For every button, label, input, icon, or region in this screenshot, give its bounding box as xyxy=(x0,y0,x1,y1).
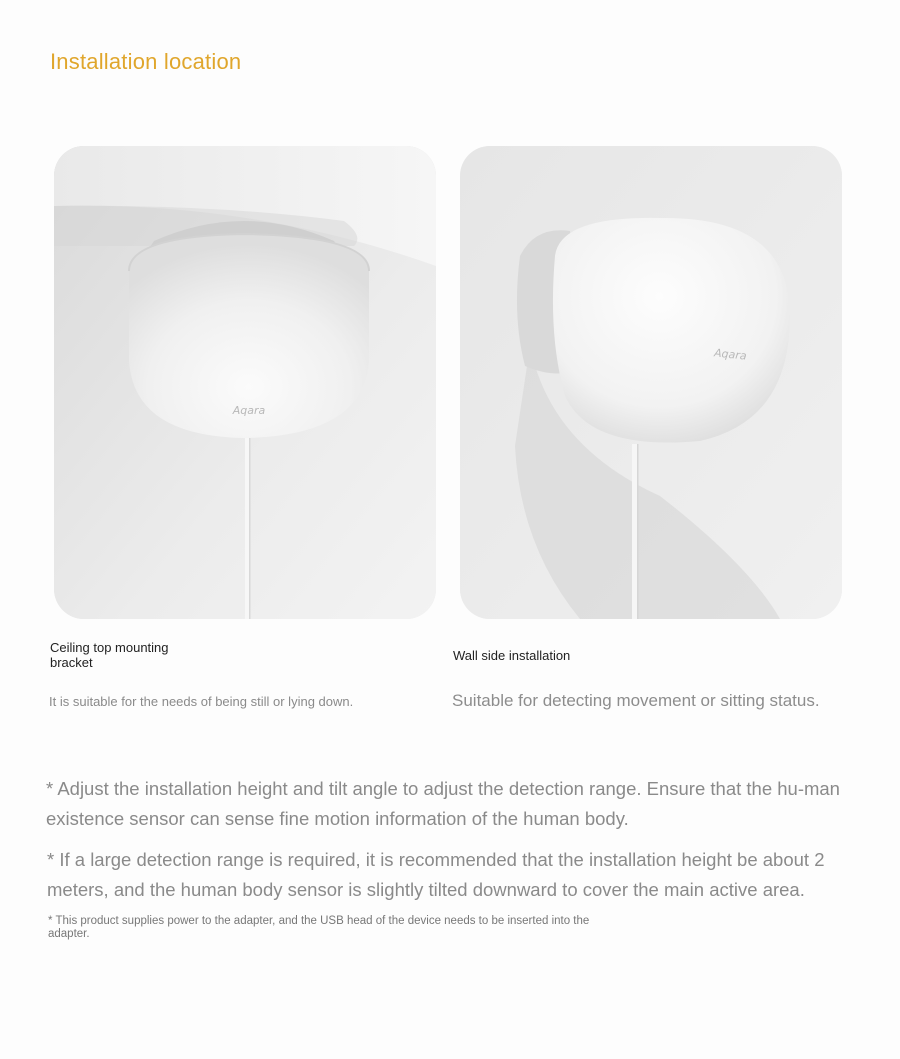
wall-caption: Wall side installation xyxy=(453,648,571,663)
aqara-logo: Aqara xyxy=(232,404,266,417)
wall-description: Suitable for detecting movement or sitting status. xyxy=(452,691,820,710)
power-footnote: * This product supplies power to the adapter, and the USB head of the device needs to be inserted into the adapter. xyxy=(48,915,590,940)
note-adjust-height: * Adjust the installation height and tilt angle to adjust the detection range. Ensure that the hu-man existence sensor can sense fine motion information of the human body. xyxy=(46,778,840,829)
aqara-logo: Aqara xyxy=(713,346,748,363)
note-detection-range: * If a large detection range is required, it is recommended that the installation height be about 2 meters, and the human body sensor is slightly tilted downward to cover the main active area. xyxy=(47,849,825,900)
ceiling-mount-photo xyxy=(54,146,436,619)
ceiling-description: It is suitable for the needs of being still or lying down. xyxy=(49,694,354,709)
wall-mount-photo xyxy=(460,146,842,619)
page-title: Installation location xyxy=(50,49,242,74)
ceiling-caption: Ceiling top mounting bracket xyxy=(50,640,169,670)
